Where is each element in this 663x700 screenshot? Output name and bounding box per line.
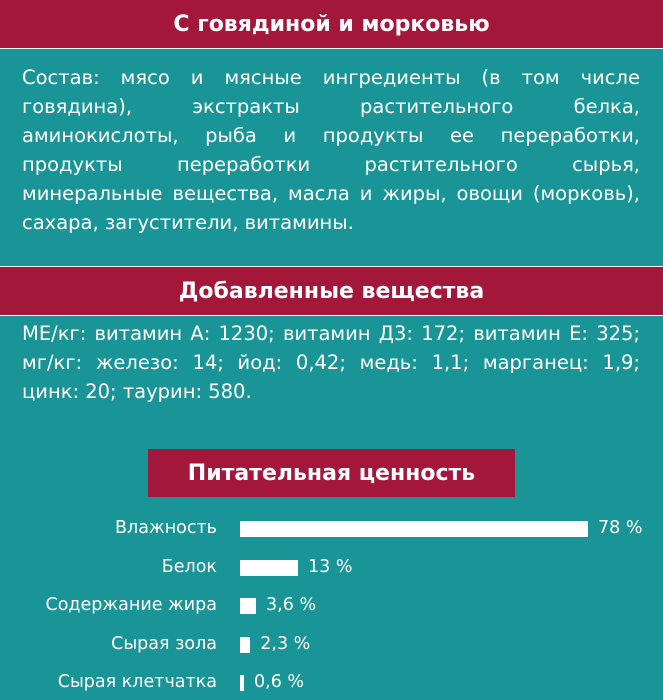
bar-category-label: Содержание жира	[45, 595, 217, 615]
chart-title: Питательная ценность	[187, 460, 476, 486]
section-title-composition	[0, 0, 663, 49]
bar	[240, 521, 588, 537]
bar	[240, 560, 298, 576]
section-title-composition-text: С говядиной и морковью	[173, 11, 490, 37]
bar	[240, 675, 244, 691]
bar-value-label: 2,3 %	[260, 633, 311, 654]
additives-text: МЕ/кг: витамин А: 1230; витамин Д3: 172; витамин Е: 325; мг/кг: железо: 14; йод: 0,42; медь: 1,1; марганец: 1,9; цинк: 20; таурин: 580.	[22, 322, 640, 403]
chart-row	[0, 553, 663, 583]
section-title-additives	[0, 266, 663, 316]
bar-value-label: 78 %	[598, 518, 643, 538]
bar-category-label: Сырая клетчатка	[57, 672, 217, 692]
section-title-additives-text: Добавленные вещества	[178, 278, 485, 304]
bar-category-label: Сырая зола	[111, 633, 217, 654]
chart-row	[0, 630, 663, 660]
chart-title-banner	[148, 449, 515, 497]
bar-value-label: 13 %	[308, 556, 353, 577]
chart-row	[0, 591, 663, 621]
composition-text: Состав: мясо и мясные ингредиенты (в том числе говядина), экстракты растительного белка, аминокислоты, рыба и продукты ее переработки, продукты переработки растительного сырья, минеральные вещества, масла и жиры, овощи (морковь), сахара, загустители, витамины.	[22, 66, 640, 234]
bar	[240, 598, 256, 614]
chart-row	[0, 514, 663, 544]
bar-value-label: 3,6 %	[266, 595, 317, 615]
chart-row	[0, 668, 663, 698]
bar-category-label: Белок	[161, 556, 217, 577]
bar	[240, 637, 250, 653]
bar-category-label: Влажность	[115, 518, 217, 538]
bar-value-label: 0,6 %	[254, 672, 305, 692]
